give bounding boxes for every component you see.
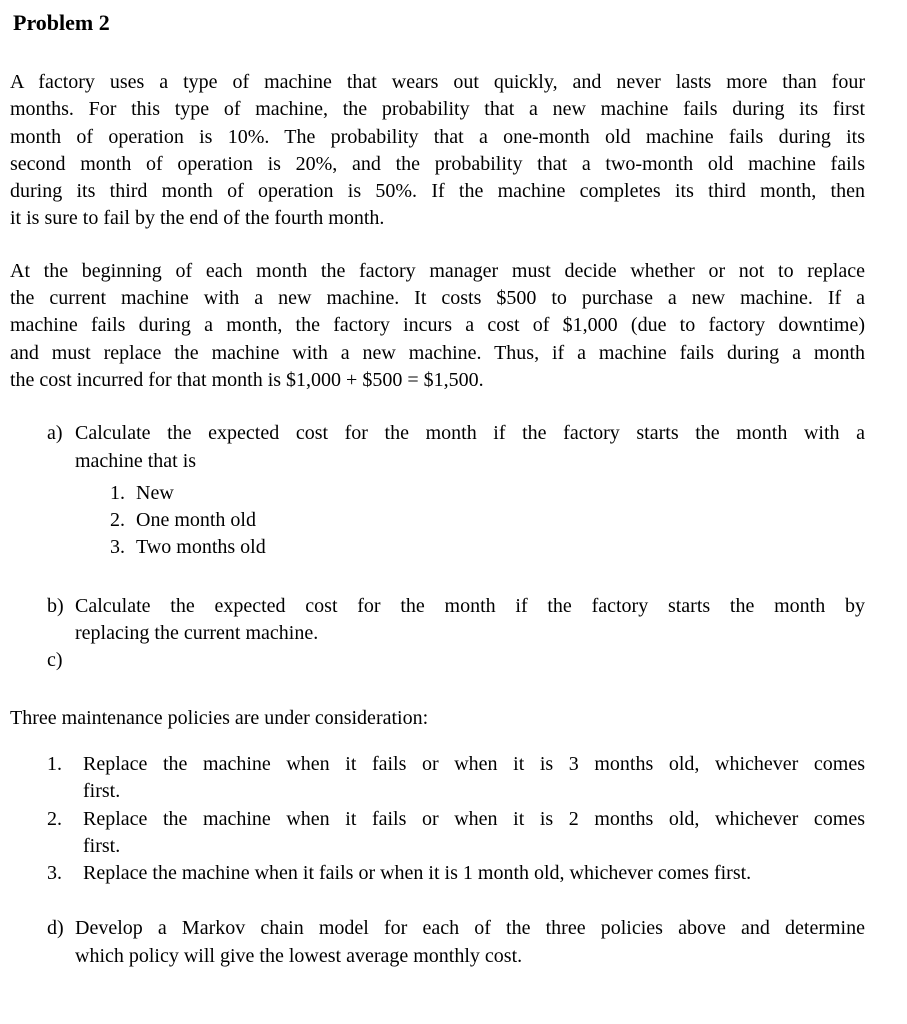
text-line: which policy will give the lowest average monthly cost.: [75, 944, 523, 967]
policies-intro: Three maintenance policies are under consideration:: [10, 706, 429, 729]
policies-list: [10, 751, 865, 887]
text-line: first.: [83, 834, 121, 857]
machine-age-item-one-month-marker: 2.: [110, 509, 125, 532]
text-line: Replace the machine when it fails or when it is 1 month old, whichever comes first.: [83, 862, 752, 885]
policy-item-1-text: [83, 751, 865, 806]
text-line: At the beginning of each month the factory manager must decide whether or not to replace: [10, 259, 865, 282]
text-line: the current machine with a new machine. It costs $500 to purchase a new machine. If a: [10, 287, 865, 310]
text-line: Develop a Markov chain model for each of the three policies above and determine: [75, 917, 865, 940]
policy-item-2-text: [83, 806, 865, 861]
policy-item-1-marker: 1.: [47, 752, 62, 775]
text-line: it is sure to fail by the end of the fourth month.: [10, 207, 385, 230]
policy-item-2-marker: 2.: [47, 807, 62, 830]
paragraph-machine-description: [10, 69, 865, 233]
item-d-text: [75, 915, 865, 970]
policy-item-3-marker: 3.: [47, 862, 62, 885]
text-line: machine fails during a month, the factory incurs a cost of $1,000 (due to factory downtime): [10, 314, 865, 337]
policy-item-1: [47, 751, 865, 806]
text-line: second month of operation is 20%, and the probability that a two-month old machine fails: [10, 152, 865, 175]
text-line: Calculate the expected cost for the month if the factory starts the month with a: [75, 422, 865, 445]
item-b-marker: b): [47, 594, 64, 617]
paragraph-cost-description: [10, 258, 865, 394]
machine-age-item-two-months: [110, 534, 865, 561]
item-d: [47, 915, 865, 970]
item-c: [47, 647, 865, 674]
item-b: [47, 593, 865, 648]
text-line: Replace the machine when it fails or when it is 3 months old, whichever comes: [83, 752, 865, 775]
text-line: Calculate the expected cost for the month if the factory starts the month by: [75, 594, 865, 617]
item-a-text: [75, 420, 865, 475]
text-line: month of operation is 10%. The probability that a one-month old machine fails during its: [10, 125, 865, 148]
text-line: machine that is: [75, 449, 197, 472]
item-b-text: [75, 593, 865, 648]
text-line: first.: [83, 780, 121, 803]
policy-item-2: [47, 806, 865, 861]
policy-item-3: [47, 860, 865, 887]
machine-age-item-one-month: [110, 507, 865, 534]
text-line: during its third month of operation is 50%. If the machine completes its third month, then: [10, 180, 865, 203]
machine-age-item-two-months-marker: 3.: [110, 536, 125, 559]
policy-item-3-text: [83, 860, 865, 887]
machine-age-item-new-marker: 1.: [110, 481, 125, 504]
text-line: the cost incurred for that month is $1,000 + $500 = $1,500.: [10, 368, 484, 391]
machine-age-item-two-months-text: Two months old: [136, 536, 266, 559]
machine-age-item-new-text: New: [136, 481, 174, 504]
machine-age-item-one-month-text: One month old: [136, 509, 256, 532]
machine-age-item-new: [110, 480, 865, 507]
item-a-marker: a): [47, 422, 63, 445]
text-line: A factory uses a type of machine that wears out quickly, and never lasts more than four: [10, 71, 865, 93]
text-line: months. For this type of machine, the probability that a new machine fails during its first: [10, 98, 865, 121]
item-a: [47, 420, 865, 475]
text-line: and must replace the machine with a new machine. Thus, if a machine fails during a month: [10, 341, 865, 364]
item-d-marker: d): [47, 917, 64, 940]
item-c-marker: c): [47, 649, 63, 672]
problem-title: Problem 2: [13, 10, 110, 35]
text-line: replacing the current machine.: [75, 622, 319, 645]
text-line: Replace the machine when it fails or when it is 2 months old, whichever comes: [83, 807, 865, 830]
machine-age-list: [110, 480, 865, 562]
